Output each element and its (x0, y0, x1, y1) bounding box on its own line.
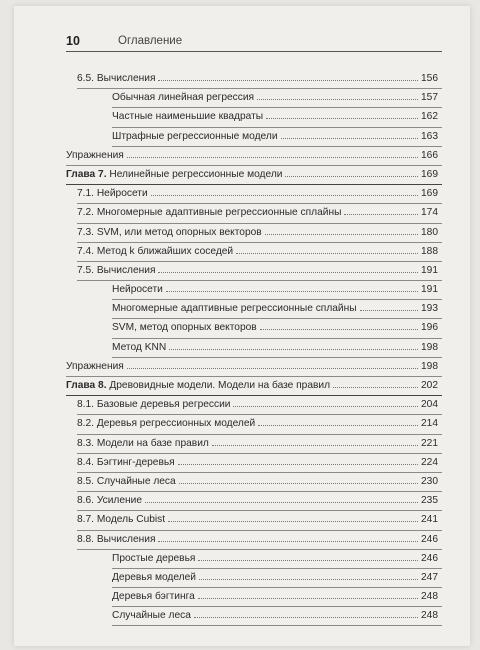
dot-leader (158, 80, 418, 81)
toc-entry-title: Обычная линейная регрессия (112, 92, 255, 104)
toc-page-number: 193 (421, 303, 438, 315)
toc-entry-title: Многомерные адаптивные регрессионные сплайны (112, 303, 357, 315)
toc-entry-title: Случайные леса (112, 610, 191, 622)
toc-page-number: 221 (421, 437, 438, 449)
toc-page-number: 241 (421, 514, 438, 526)
toc-entry (66, 435, 442, 454)
toc-entry-title: 8.3. Модели на базе правил (77, 437, 209, 449)
toc-entry-title: Упражнения (66, 360, 124, 372)
dot-leader (169, 349, 418, 350)
toc-page-number: 246 (421, 533, 438, 545)
dot-leader (236, 253, 418, 254)
toc-page-number: 157 (421, 92, 438, 104)
dot-leader (281, 138, 418, 139)
toc-entry (66, 243, 442, 262)
toc-chapter-entry (66, 166, 442, 185)
toc-entry-title: Метод KNN (112, 341, 167, 353)
table-of-contents (66, 70, 442, 626)
toc-entry-title (66, 169, 282, 180)
toc-page-number: 214 (421, 418, 438, 430)
dot-leader (333, 387, 418, 388)
dot-leader (266, 118, 418, 119)
dot-leader (360, 310, 418, 311)
toc-entry-title: 8.5. Случайные леса (77, 475, 176, 487)
toc-entry (66, 89, 442, 108)
toc-entry-title: 8.6. Усиление (77, 495, 142, 507)
toc-entry-title: 8.8. Вычисления (77, 533, 156, 545)
toc-entry (66, 224, 442, 243)
toc-entry (66, 531, 442, 550)
toc-entry (66, 204, 442, 223)
toc-entry (66, 300, 442, 319)
dot-leader (166, 291, 418, 292)
toc-entry-title: Деревья бэгтинга (112, 591, 195, 603)
dot-leader (260, 329, 418, 330)
dot-leader (127, 368, 418, 369)
dot-leader (198, 598, 418, 599)
toc-entry-title: Нейросети (112, 284, 163, 296)
toc-entry (66, 128, 442, 147)
toc-page-number: 202 (421, 380, 438, 391)
toc-entry (66, 396, 442, 415)
toc-entry-title: 7.2. Многомерные адаптивные регрессионные сплайны (77, 207, 342, 219)
running-title: Оглавление (118, 35, 183, 47)
dot-leader (233, 406, 418, 407)
toc-chapter-entry (66, 377, 442, 396)
toc-entry-title: Упражнения (66, 149, 124, 161)
dot-leader (158, 272, 418, 273)
toc-page-number: 248 (421, 591, 438, 603)
dot-leader (285, 176, 418, 177)
toc-entry (66, 492, 442, 511)
toc-entry-title: 7.3. SVM, или метод опорных векторов (77, 226, 262, 238)
toc-page-number: 248 (421, 610, 438, 622)
toc-entry (66, 358, 442, 377)
toc-page-number: 162 (421, 111, 438, 123)
toc-entry (66, 511, 442, 530)
toc-entry (66, 281, 442, 300)
toc-entry-title: Простые деревья (112, 552, 196, 564)
toc-page-number: 191 (421, 264, 438, 276)
toc-entry (66, 415, 442, 434)
book-page (14, 6, 470, 646)
toc-entry-title: 8.2. Деревья регрессионных моделей (77, 418, 256, 430)
toc-entry (66, 147, 442, 166)
toc-page-number: 196 (421, 322, 438, 334)
dot-leader (179, 483, 418, 484)
page-header (66, 34, 442, 50)
dot-leader (168, 521, 418, 522)
dot-leader (198, 560, 418, 561)
chapter-label: Глава 8. (66, 380, 107, 391)
toc-page-number: 224 (421, 456, 438, 468)
toc-page-number: 198 (421, 341, 438, 353)
dot-leader (257, 99, 418, 100)
toc-entry (66, 454, 442, 473)
toc-entry-title: 6.5. Вычисления (77, 73, 156, 84)
toc-page-number: 169 (421, 188, 438, 200)
toc-entry-title: 8.1. Базовые деревья регрессии (77, 399, 231, 411)
toc-entry (66, 607, 442, 626)
toc-page-number: 235 (421, 495, 438, 507)
page-number: 10 (66, 34, 80, 48)
toc-page-number: 246 (421, 552, 438, 564)
toc-entry-title: SVM, метод опорных векторов (112, 322, 257, 334)
row-rule (112, 625, 442, 626)
toc-page-number: 166 (421, 149, 438, 161)
toc-entry-title: Деревья моделей (112, 571, 196, 583)
toc-page-number: 191 (421, 284, 438, 296)
toc-entry (66, 319, 442, 338)
toc-entry-title: 8.4. Бэгтинг-деревья (77, 456, 175, 468)
toc-entry-title: 8.7. Модель Cubist (77, 514, 166, 526)
toc-entry-title: 7.1. Нейросети (77, 188, 148, 200)
toc-page-number: 163 (421, 130, 438, 142)
toc-page-number: 174 (421, 207, 438, 219)
chapter-title: Древовидные модели. Модели на базе правил (106, 380, 331, 391)
toc-page-number: 204 (421, 399, 438, 411)
toc-entry (66, 550, 442, 569)
toc-entry-title: 7.4. Метод k ближайших соседей (77, 245, 234, 257)
toc-entry (66, 339, 442, 358)
toc-entry (66, 569, 442, 588)
dot-leader (344, 214, 418, 215)
toc-page-number: 156 (421, 73, 438, 84)
chapter-label: Глава 7. (66, 168, 107, 180)
toc-page-number: 198 (421, 360, 438, 372)
dot-leader (158, 541, 418, 542)
dot-leader (265, 234, 418, 235)
toc-entry-title: 7.5. Вычисления (77, 264, 156, 276)
toc-page-number: 169 (421, 168, 438, 180)
header-rule (66, 51, 442, 52)
toc-entry-title (66, 380, 330, 391)
toc-entry (66, 588, 442, 607)
dot-leader (258, 425, 418, 426)
toc-entry-title: Штрафные регрессионные модели (112, 130, 278, 142)
dot-leader (178, 464, 418, 465)
toc-page-number: 247 (421, 571, 438, 583)
toc-entry (66, 262, 442, 281)
toc-entry (66, 70, 442, 89)
toc-page-number: 180 (421, 226, 438, 238)
toc-page-number: 230 (421, 475, 438, 487)
chapter-title: Нелинейные регрессионные модели (106, 168, 283, 180)
toc-entry (66, 108, 442, 127)
toc-entry (66, 185, 442, 204)
dot-leader (127, 157, 418, 158)
toc-page-number: 188 (421, 245, 438, 257)
dot-leader (151, 195, 418, 196)
dot-leader (194, 617, 418, 618)
toc-entry-title: Частные наименьшие квадраты (112, 111, 264, 123)
dot-leader (212, 445, 418, 446)
dot-leader (199, 579, 418, 580)
toc-entry (66, 473, 442, 492)
dot-leader (145, 502, 418, 503)
